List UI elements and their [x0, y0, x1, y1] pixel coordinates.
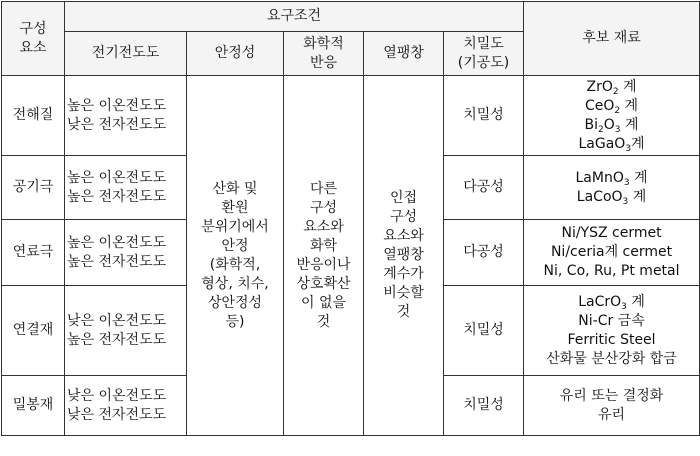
requirements-table — [1, 1, 700, 436]
material-item: Ferritic Steel — [567, 331, 656, 348]
header-reaction: 화학적 반응 — [284, 32, 364, 76]
conductivity-line: 높은 전자전도도 — [67, 331, 167, 348]
reaction-line: 반응이나 — [296, 256, 351, 273]
header-candidates: 후보 재료 — [524, 2, 700, 76]
expansion-line: 구성 — [389, 209, 418, 225]
conductivity-cell — [65, 220, 187, 286]
material-item: ZrO$_2$ 계 — [586, 78, 637, 97]
stability-line: 산화 및 — [212, 180, 258, 197]
reaction-cell — [284, 76, 364, 436]
component-cell: 연료극 — [2, 220, 65, 286]
material-item: $Bi_2O_3$ 계 — [584, 116, 639, 135]
conductivity-line: 낮은 전자전도도 — [67, 116, 167, 133]
materials-cell — [524, 156, 700, 220]
expansion-line: 열팽창 — [383, 247, 424, 263]
reaction-line: 상호확산 — [296, 275, 351, 292]
conductivity-cell — [65, 156, 187, 220]
material-item: Ni, Co, Ru, Pt metal — [543, 263, 680, 279]
reaction-line: 다른 — [309, 180, 338, 197]
stability-line: 분위기에서 — [201, 218, 269, 235]
density-cell: 치밀성 — [444, 286, 524, 376]
material-item: Ni/YSZ cermet — [561, 225, 662, 241]
density-cell: 치밀성 — [444, 76, 524, 156]
material-item: LaCoO$_3$ 계 — [576, 188, 647, 207]
material-item: 산화물 분산강화 합금 — [546, 350, 677, 367]
header-density: 치밀도 (기공도) — [444, 32, 524, 76]
stability-line: (화학적, — [209, 256, 261, 273]
reaction-line: 것 — [316, 313, 331, 330]
header-expansion: 열팽창 — [364, 32, 444, 76]
expansion-cell — [364, 76, 444, 436]
density-cell: 다공성 — [444, 156, 524, 220]
stability-cell — [187, 76, 284, 436]
reaction-line: 구성 — [309, 199, 338, 216]
density-cell: 치밀성 — [444, 376, 524, 436]
material-item: LaCrO$_3$ 계 — [578, 293, 645, 312]
stability-line: 안정 — [221, 237, 249, 254]
material-item: 유리 — [598, 406, 626, 423]
stability-line: 환원 — [221, 199, 249, 216]
material-item: LaMnO$_3$ 계 — [575, 169, 648, 188]
conductivity-cell — [65, 376, 187, 436]
density-cell: 다공성 — [444, 220, 524, 286]
reaction-line: 요소와 — [303, 218, 344, 235]
conductivity-cell — [65, 76, 187, 156]
expansion-line: 것 — [396, 304, 411, 320]
table-row — [2, 76, 700, 156]
table-body — [2, 76, 700, 436]
component-cell: 연결재 — [2, 286, 65, 376]
conductivity-line: 낮은 전자전도도 — [67, 406, 167, 423]
expansion-line: 인접 — [389, 190, 418, 206]
conductivity-line: 높은 전자전도도 — [67, 188, 167, 205]
expansion-line: 비슷할 — [383, 285, 424, 301]
header-requirements: 요구조건 — [65, 2, 524, 32]
material-item: 유리 또는 결정화 — [559, 387, 664, 404]
materials-cell — [524, 376, 700, 436]
reaction-line: 화학 — [309, 237, 338, 254]
conductivity-line: 낮은 이온전도도 — [67, 312, 167, 329]
stability-line: 상안정성 — [207, 294, 263, 311]
conductivity-line: 낮은 이온전도도 — [67, 387, 167, 404]
expansion-line: 계수가 — [383, 266, 424, 282]
component-cell: 전해질 — [2, 76, 65, 156]
material-item: Ni-Cr 금속 — [578, 312, 645, 329]
materials-cell — [524, 76, 700, 156]
conductivity-line: 높은 이온전도도 — [67, 97, 167, 114]
reaction-line: 이 없을 — [300, 294, 347, 311]
component-cell: 밀봉재 — [2, 376, 65, 436]
header-conductivity: 전기전도도 — [65, 32, 187, 76]
materials-cell — [524, 286, 700, 376]
material-item: Ni/ceria계 cermet — [550, 244, 673, 260]
material-item: CeO$_2$ 계 — [584, 97, 639, 116]
stability-line: 형상, 치수, — [201, 275, 269, 292]
component-cell: 공기극 — [2, 156, 65, 220]
conductivity-line: 높은 전자전도도 — [67, 253, 167, 270]
header-component: 구성 요소 — [2, 2, 65, 76]
conductivity-line: 높은 이온전도도 — [67, 234, 167, 251]
stability-line: 등) — [225, 313, 245, 330]
conductivity-cell — [65, 286, 187, 376]
header-stability: 안정성 — [187, 32, 284, 76]
material-item: LaGaO$_3$계 — [578, 135, 645, 154]
expansion-line: 요소와 — [383, 228, 424, 244]
materials-cell — [524, 220, 700, 286]
conductivity-line: 높은 이온전도도 — [67, 169, 167, 186]
